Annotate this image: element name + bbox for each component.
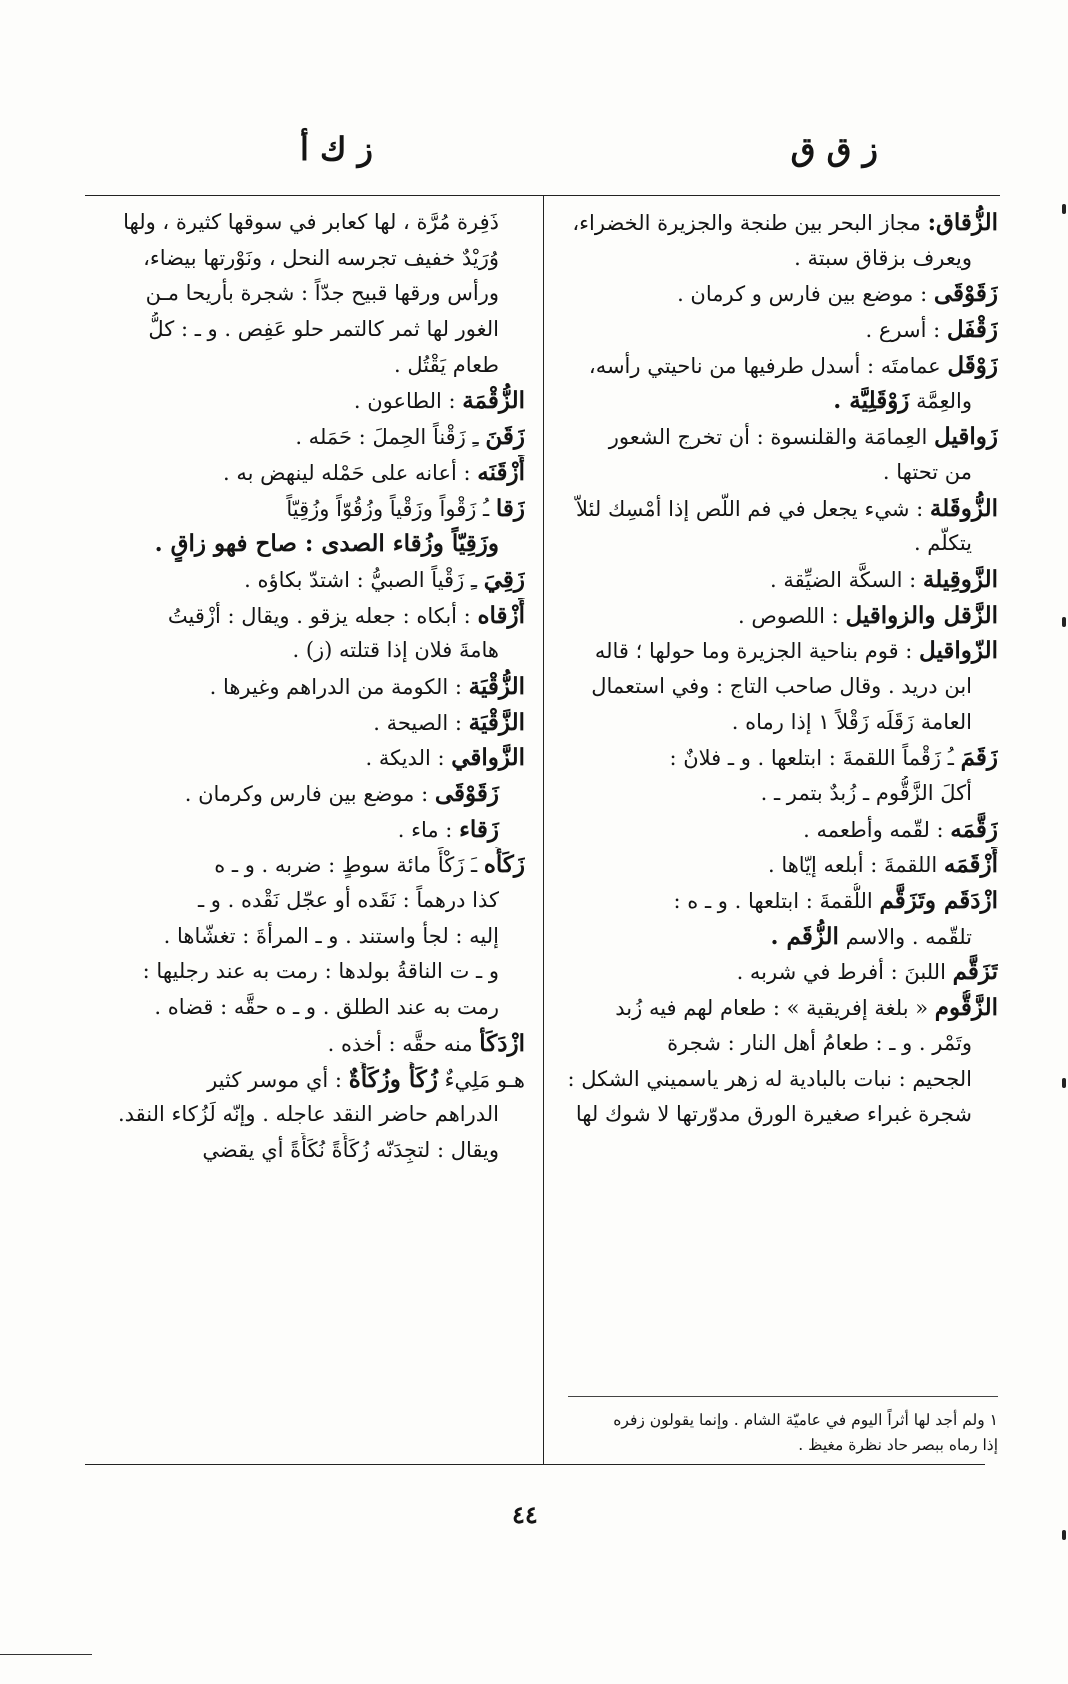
- footnote-line: إذا رماه ببصر حاد نظرة مغيظ .: [798, 1436, 998, 1454]
- entry-line: [568, 562, 998, 598]
- entry-line: [85, 883, 525, 919]
- entry-line: [85, 419, 525, 455]
- definition-text: الدراهم حاضر النقد عاجله . وإنّه لَزُكاء النقد.: [117, 1102, 499, 1127]
- entry-line: [568, 740, 998, 776]
- headword: الزَّقْيَة: [468, 708, 525, 736]
- entry-line: [568, 276, 998, 312]
- entry-line: [85, 705, 525, 741]
- definition-text: وتَمْر . و ـ : طعامُ أهل النار : شجرة: [667, 1030, 972, 1055]
- left-column: [85, 205, 525, 1169]
- headword: أَزْقَمَه: [943, 851, 998, 879]
- entry-line: [568, 598, 998, 634]
- definition-text: وُرَيْدٌ خفيف تجرسه النحل ، ونَوْرتها بيضاء،: [143, 245, 499, 270]
- entry-line: [568, 526, 998, 562]
- headword: الزّواقيل: [919, 637, 998, 665]
- margin-mark: [1062, 1078, 1066, 1088]
- definition-text: ويعرف بزقاق سبتة .: [794, 245, 972, 270]
- headword: الزُّقاق:: [927, 209, 998, 236]
- entry-line: [568, 812, 998, 848]
- entry-line: [85, 919, 525, 955]
- entry-line: [568, 954, 998, 990]
- entry-line: [568, 1026, 998, 1062]
- definition-text: : أبكاه : جعله يزقو . ويقال : أزْقيتُ: [167, 603, 478, 628]
- definition-text: : السكَّة الضيِّقة .: [769, 567, 923, 592]
- definition-text: ـِ زَقْياً الصبيُّ : اشتدّ بكاؤه .: [244, 567, 484, 592]
- entry-line: [85, 1062, 525, 1098]
- headword: زَقَوْقَى: [933, 280, 998, 308]
- definition-text: : موضع بين فارس وكرمان .: [184, 782, 435, 806]
- entry-line: [568, 919, 998, 955]
- entry-line: [85, 383, 525, 419]
- entry-line: [85, 348, 525, 384]
- headword: الزَّقل والزواقيل: [845, 601, 998, 629]
- definition-text: : الديكة .: [365, 746, 452, 771]
- headword: زُكَأٌ وزُكَأَةٌ: [348, 1065, 438, 1093]
- definition-text: ويقال : لتجِدَنّه زُكَأَةً نُكَأَةً أي يقضي: [202, 1137, 499, 1162]
- entry-line: [85, 633, 525, 669]
- entry-line: [85, 312, 525, 348]
- definition-text: ابن دريد . وقال صاحب التاج : وفي استعمال: [591, 673, 972, 698]
- entry-line: [568, 312, 998, 348]
- headword: الزَّواقي: [451, 744, 525, 772]
- headword: ازْدَقَم وتَزَقَّم: [879, 887, 998, 915]
- entry-line: [85, 205, 525, 241]
- entry-line: [85, 241, 525, 277]
- entry-line: [568, 1097, 998, 1133]
- entry-line: [568, 348, 998, 384]
- entry-line: [85, 1026, 525, 1062]
- entry-line: [85, 990, 525, 1026]
- entry-line: [568, 455, 998, 491]
- definition-text: ورأس ورقها قبيح جدّاً : شجرة بأريحا مـن: [145, 281, 499, 306]
- definition-text: إليه : لجأ واستند . و ـ المرأةَ : تغشّاها .: [163, 923, 499, 948]
- definition-text: والعِمَّة: [909, 389, 972, 414]
- headword: زَقَّمَه: [950, 815, 998, 843]
- headword: زَقا: [495, 494, 525, 522]
- entry-line: [85, 954, 525, 990]
- definition-text: ـُ زَقْماً اللقمةَ : ابتلعها . و ـ فلانٌ :: [669, 746, 961, 771]
- entry-line: [568, 419, 998, 455]
- headword: زَقَنَ: [485, 423, 525, 451]
- page-number: ٤٤: [512, 1500, 538, 1529]
- headword: الزُّوقَلة: [929, 494, 998, 522]
- entry-line: [568, 205, 998, 241]
- entry-line: [568, 883, 998, 919]
- definition-text: : اللصوص .: [738, 603, 846, 628]
- definition-text: العامة زَقَلَه زَقْلاً ١ إذا رماه .: [731, 709, 972, 734]
- headword: زَقَمَ: [960, 744, 998, 772]
- entry-line: [85, 812, 525, 848]
- definition-text: اللُّقمةَ : ابتلعها . و ـ ه :: [673, 889, 880, 914]
- entry-line: [85, 491, 525, 527]
- definition-text: الغور لها ثمر كالتمر حلو عَفِص . و ـ : كلُّ: [148, 317, 499, 342]
- headword: ازْدَكَأ: [479, 1029, 525, 1057]
- footnote-line: ١ ولم أجد لها أثراً اليوم في عاميّة الشام . وإنما يقولون زفره: [613, 1411, 998, 1429]
- entry-line: [85, 455, 525, 491]
- right-column: [568, 205, 998, 1133]
- definition-text: ـُ زَقْواً وزَقْياً وزُقُوّاً وزُقِيّاً: [286, 496, 496, 521]
- entry-line: [568, 1062, 998, 1098]
- definition-text: و ـ ت الناقةُ بولدها : رمت به عند رجليها :: [142, 959, 499, 984]
- entry-line: [568, 990, 998, 1026]
- footer-rule: [85, 1464, 985, 1465]
- definition-text: : أي موسر كثير: [207, 1067, 349, 1092]
- headword: زَقَوْقَى: [434, 780, 499, 807]
- definition-text: منه حقَّه : أخذه .: [327, 1031, 480, 1056]
- running-header-right: ز ق ق: [790, 130, 878, 168]
- entry-line: [568, 669, 998, 705]
- corner-rule-mark: [0, 1654, 92, 1655]
- headword: وزَقِيّاً وزُقاء الصدى : صاح فهو زاقٍ .: [154, 530, 499, 558]
- definition-text: طعام يَقْتُل .: [394, 352, 499, 377]
- definition-text: ـِ زَقْناً الحِملَ : حَمَله .: [295, 425, 486, 450]
- footnote: [568, 1408, 998, 1458]
- entry-line: [85, 598, 525, 634]
- headword: الزُّقْمَة: [462, 387, 525, 415]
- definition-text: شجرة غبراء صغيرة الورق مدوّرتها لا شوك لها: [575, 1102, 972, 1127]
- headword: أَزْقَنَه: [477, 458, 525, 486]
- entry-line: [85, 1097, 525, 1133]
- entry-line: [568, 847, 998, 883]
- entry-line: [85, 276, 525, 312]
- entry-line: [568, 705, 998, 741]
- entry-line: [85, 669, 525, 705]
- headword: تَزَقَّم: [952, 958, 998, 986]
- definition-text: ذَفِرة مُرَّة ، لها كعابر في سوقها كثيرة ، ولها: [123, 210, 499, 234]
- headword: زَقِيَ: [483, 565, 525, 593]
- definition-text: مجاز البحر بين طنجة والجزيرة الخضراء،: [572, 211, 928, 235]
- entry-line: [568, 383, 998, 419]
- headword: زَواقيل: [934, 423, 998, 451]
- definition-text: اللبنَ : أفرط في شربه .: [736, 960, 953, 985]
- definition-text: عمامتَه : أسدل طرفيها من ناحيتي رأسه،: [588, 353, 948, 378]
- definition-text: : الصيحة .: [373, 710, 469, 735]
- entry-line: [568, 633, 998, 669]
- definition-text: : الكومة من الدراهم وغيرها .: [209, 674, 469, 699]
- definition-text: « بلغة إفريقية » : طعام لهم فيه زُبد: [615, 996, 935, 1021]
- entry-line: [85, 1133, 525, 1169]
- definition-text: : موضع بين فارس و كرمان .: [677, 282, 934, 307]
- margin-mark: [1062, 617, 1066, 627]
- entry-line: [85, 562, 525, 598]
- headword: أَزْقاه: [477, 601, 525, 629]
- headword: زَوْقَل: [947, 351, 998, 379]
- definition-text: يتكلّم .: [913, 531, 972, 556]
- margin-mark: [1062, 1530, 1066, 1540]
- entry-line: [85, 740, 525, 776]
- footnote-rule: [568, 1396, 998, 1397]
- definition-text: هامةَ فلان إذا قتلته (ز) .: [292, 638, 499, 663]
- definition-text: الجحيم : نبات بالبادية له زهر ياسميني الشكل :: [568, 1066, 972, 1091]
- definition-text: كذا درهماً : نَقَده أو عجّل نَقْده . و ـ: [197, 888, 499, 913]
- definition-text: : ماء .: [397, 817, 460, 842]
- definition-text: العِمامَة والقلنسوة : أن تخرج الشعور: [608, 425, 935, 450]
- headword: زَقْفَل: [946, 316, 998, 344]
- definition-text: اللقمةَ : أبلعه إيّاها .: [767, 853, 944, 878]
- definition-text: من تحتها .: [882, 459, 972, 484]
- headword: زَقاء: [459, 815, 499, 843]
- entry-line: [568, 491, 998, 527]
- definition-text: : لقّمه وأطعمه .: [803, 817, 951, 842]
- running-header-left: ز ك أ: [300, 130, 373, 168]
- definition-text: : الطاعون .: [353, 389, 463, 414]
- entry-line: [85, 776, 525, 812]
- headword: الزَّقُّوم: [934, 994, 998, 1022]
- headword: الزَّوقِيلة: [922, 565, 998, 593]
- margin-mark: [1062, 204, 1066, 214]
- definition-text: رمت به عند الطلق . و ـ ه حقَّه : قضاه .: [154, 995, 499, 1020]
- entry-line: [85, 526, 525, 562]
- definition-text: تلقّمه . والاسم: [838, 924, 972, 949]
- headword: الزُّقَم .: [770, 922, 839, 950]
- definition-text: : أعانه على حَمْله لينهض به .: [222, 460, 478, 485]
- definition-text: : قوم بناحية الجزيرة وما حولها ؛ قاله: [594, 639, 920, 664]
- definition-text: ـَ زَكْأً مائة سوطٍ : ضربه . و ـ ه: [214, 853, 484, 878]
- definition-text: أكلَ الزَّقُّوم ـ زُبدٌ بتمر ـ .: [760, 781, 972, 805]
- entry-line: [85, 847, 525, 883]
- headword: زَوْقَلِيَّة .: [833, 387, 910, 415]
- entry-line: [568, 776, 998, 812]
- entry-line: [568, 241, 998, 277]
- column-divider: [543, 196, 544, 1464]
- headword: زَكَأَه: [483, 851, 525, 879]
- definition-text: : أسرع .: [865, 318, 947, 343]
- definition-text: : شيء يجعل في فم اللّص إذا أمْسِك لئلاّ: [576, 496, 930, 521]
- headword: الزُّقْيَة: [468, 672, 525, 700]
- definition-text: هـو مَلِيءٌ: [437, 1067, 525, 1092]
